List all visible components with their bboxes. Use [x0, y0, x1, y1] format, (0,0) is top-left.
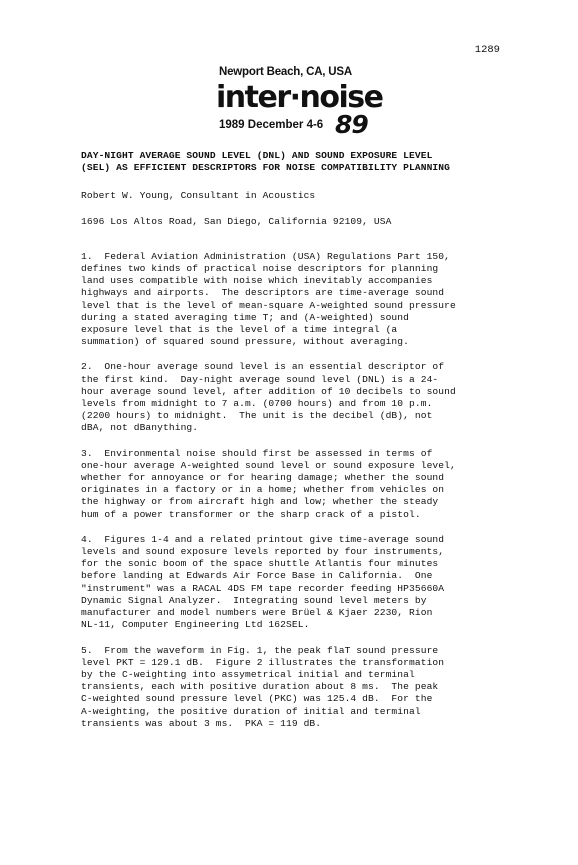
paragraph-line: hum of a power transformer or the sharp crack of a pistol. — [81, 508, 421, 520]
page-number: 1289 — [474, 44, 500, 56]
paragraph-line: levels and sound exposure levels reported by four instruments, — [81, 546, 445, 558]
paragraph-2 — [81, 361, 501, 434]
paragraph-line: A-weighting, the positive duration of initial and terminal — [81, 705, 421, 717]
paragraph-line: transients was about 3 ms. PKA = 119 dB. — [81, 717, 322, 729]
paragraph-line: level PKT = 129.1 dB. Figure 2 illustrates the transformation — [81, 656, 445, 668]
paragraph-line: summation) of squared sound pressure, without averaging. — [81, 336, 410, 348]
paragraph-line: C-weighted sound pressure level (PKC) was 125.4 dB. For the — [81, 693, 433, 705]
paragraph-line: the first kind. Day-night average sound level (DNL) is a 24- — [81, 373, 439, 385]
paragraphs — [81, 251, 501, 730]
paragraph-1 — [81, 251, 501, 349]
paper-title — [81, 150, 501, 174]
paragraph-line: land uses compatible with noise which inevitably accompanies — [81, 275, 433, 287]
conference-date: 1989 December 4-6 — [219, 119, 324, 131]
paragraph-line: for the sonic boom of the space shuttle Atlantis four minutes — [81, 558, 439, 570]
paragraph-line: whether for annoyance or for hearing damage; whether the sound — [81, 472, 445, 484]
paragraph-line: one-hour average A-weighted sound level or sound exposure level, — [81, 459, 456, 471]
paragraph-line: highways and airports. The descriptors are time-average sound — [81, 287, 445, 299]
paragraph-line: 3. Environmental noise should first be assessed in terms of — [81, 447, 433, 459]
paragraph-line: before landing at Edwards Air Force Base in California. One — [81, 570, 433, 582]
paragraph-line: "instrument" was a RACAL 4DS FM tape recorder feeding HP35660A — [81, 582, 445, 594]
title-line: DAY-NIGHT AVERAGE SOUND LEVEL (DNL) AND SOUND EXPOSURE LEVEL — [81, 150, 433, 161]
paragraph-line: 1. Federal Aviation Administration (USA) Regulations Part 150, — [81, 250, 451, 262]
paragraph-line: 5. From the waveform in Fig. 1, the peak flaT sound pressure — [81, 644, 439, 656]
paragraph-line: Dynamic Signal Analyzer. Integrating sound level meters by — [81, 594, 427, 606]
conference-location: Newport Beach, CA, USA — [219, 66, 352, 78]
paragraph-line: (2200 hours) to midnight. The unit is the decibel (dB), not — [81, 410, 433, 422]
paper-body — [81, 150, 501, 730]
paragraph-line: hour average sound level, after addition of 10 decibels to sound — [81, 385, 456, 397]
paragraph-line: defines two kinds of practical noise descriptors for planning — [81, 263, 439, 275]
paragraph-line: level that is the level of mean-square A-weighted sound pressure — [81, 299, 456, 311]
paragraph-3 — [81, 448, 501, 521]
paragraph-5 — [81, 645, 501, 730]
paragraph-line: exposure level that is the level of a time integral (a — [81, 324, 398, 336]
paragraph-line: during a stated averaging time T; and (A-weighted) sound — [81, 311, 410, 323]
paragraph-4 — [81, 534, 501, 632]
paragraph-line: the highway or from aircraft high and low; whether the steady — [81, 496, 439, 508]
paragraph-line: dBA, not dBanything. — [81, 422, 199, 434]
title-line: (SEL) AS EFFICIENT DESCRIPTORS FOR NOISE COMPATIBILITY PLANNING — [81, 162, 451, 174]
paragraph-line: originates in a factory or in a home; whether from vehicles on — [81, 484, 445, 496]
address-line: 1696 Los Altos Road, San Diego, California 92109, USA — [81, 215, 392, 227]
paragraph-line: 4. Figures 1-4 and a related printout give time-average sound — [81, 533, 445, 545]
paragraph-line: manufacturer and model numbers were Brüel & Kjaer 2230, Rion — [81, 607, 433, 619]
inter-noise-logo: inter·noise — [216, 80, 383, 115]
paragraph-line: levels from midnight to 7 a.m. (0700 hours) and from 10 p.m. — [81, 398, 433, 410]
paragraph-line: NL-11, Computer Engineering Ltd 162SEL. — [81, 619, 310, 631]
paragraph-line: by the C-weighting into assymetrical initial and terminal — [81, 668, 415, 680]
year-badge: 89 — [335, 110, 368, 139]
paragraph-line: 2. One-hour average sound level is an essential descriptor of — [81, 361, 445, 373]
author-line: Robert W. Young, Consultant in Acoustics — [81, 190, 316, 202]
paragraph-line: transients, each with positive duration about 8 ms. The peak — [81, 681, 439, 693]
